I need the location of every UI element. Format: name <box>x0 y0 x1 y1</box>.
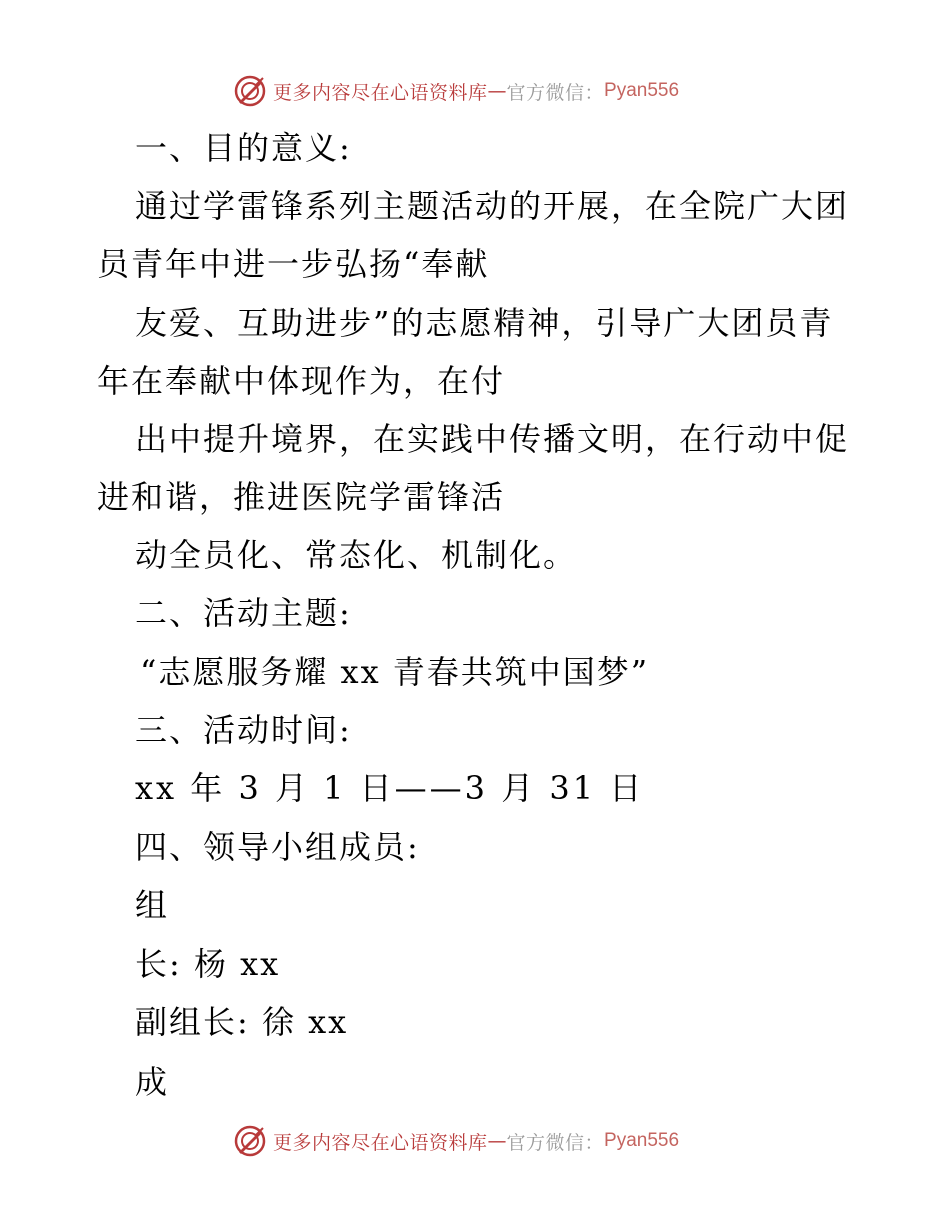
watermark-dash: — <box>487 80 507 102</box>
deputy-leader-line: 副组长: 徐 xx <box>135 1003 349 1041</box>
logo-icon <box>233 1124 267 1158</box>
activity-dates: xx 年 3 月 1 日——3 月 31 日 <box>135 769 645 807</box>
paragraph-line: 成 <box>135 1063 170 1101</box>
paragraph-line: 员青年中进一步弘扬“奉献 <box>97 245 490 283</box>
leader-line: 长: 杨 xx <box>135 945 281 983</box>
paragraph-line: 组 <box>135 886 170 924</box>
paragraph-line: 通过学雷锋系列主题活动的开展，在全院广大团 <box>135 187 850 225</box>
footer-watermark <box>233 1124 679 1158</box>
paragraph-line: 出中提升境界，在实践中传播文明，在行动中促 <box>135 420 850 458</box>
section-heading-theme: 二、活动主题: <box>135 594 352 632</box>
section-heading-leadership: 四、领导小组成员: <box>135 828 420 866</box>
paragraph-line: 友爱、互助进步”的志愿精神，引导广大团员青 <box>135 304 834 342</box>
paragraph-line: 年在奉献中体现作为，在付 <box>97 362 506 400</box>
section-heading-time: 三、活动时间: <box>135 711 352 749</box>
watermark-wechat-label: 官方微信： <box>506 81 605 104</box>
watermark-wechat-id: Pyan556 <box>604 80 680 101</box>
watermark-wechat-id: Pyan556 <box>604 1130 680 1151</box>
watermark-wechat-label: 官方微信： <box>506 1131 605 1154</box>
watermark-text: 更多内容尽在心语资料库 <box>273 1131 488 1154</box>
paragraph-line: 动全员化、常态化、机制化。 <box>135 536 578 574</box>
watermark-dash: — <box>487 1130 507 1152</box>
watermark-text: 更多内容尽在心语资料库 <box>273 81 488 104</box>
section-heading-purpose: 一、目的意义: <box>135 129 352 167</box>
paragraph-line: 进和谐，推进医院学雷锋活 <box>97 478 506 516</box>
theme-slogan: “志愿服务耀 xx 青春共筑中国梦” <box>140 653 650 691</box>
